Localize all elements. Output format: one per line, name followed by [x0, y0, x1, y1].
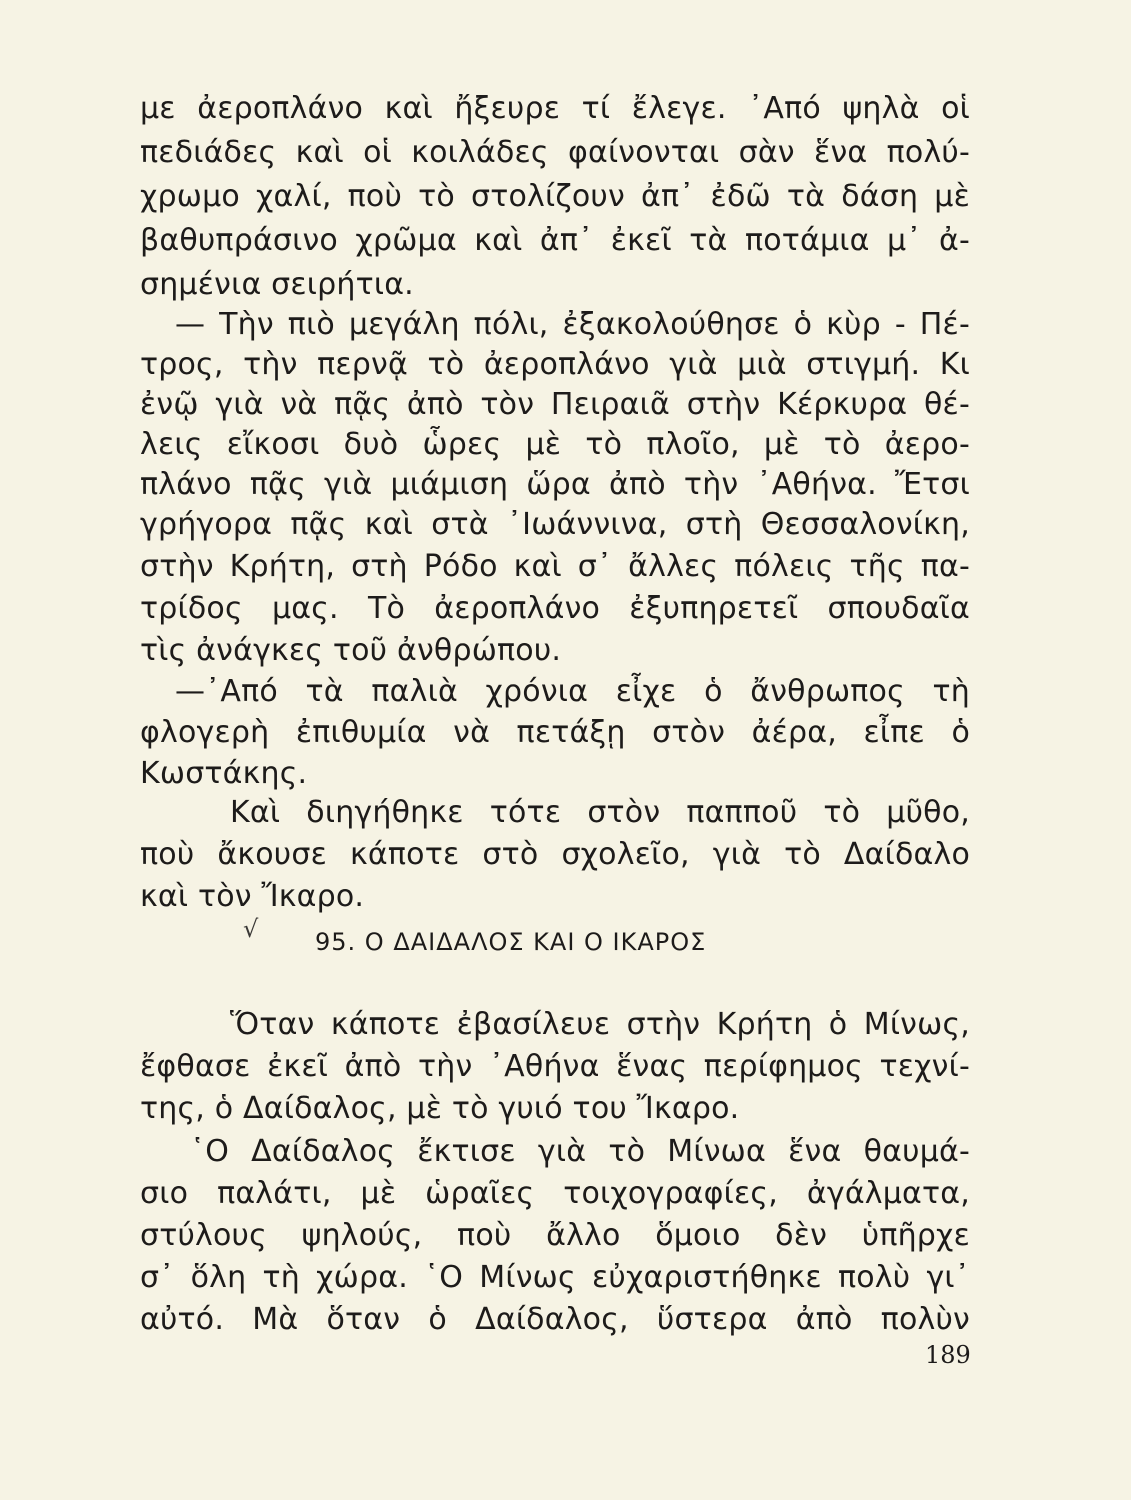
text-line: τρος, τὴν περνᾷ τὸ ἀεροπλάνο γιὰ μιὰ στιγμή. Κι: [140, 347, 970, 382]
text-line: στύλους ψηλούς, ποὺ ἄλλο ὅμοιο δὲν ὑπῆρχε: [140, 1218, 970, 1253]
text-line: Κωστάκης.: [140, 756, 308, 791]
text-line: ἔφθασε ἐκεῖ ἀπὸ τὴν ᾽Αθήνα ἕνας περίφημος τεχνί-: [140, 1049, 970, 1084]
text-line: —᾽Από τὰ παλιὰ χρόνια εἶχε ὁ ἄνθρωπος τὴ: [175, 674, 970, 709]
text-line: πλάνο πᾷς γιὰ μιάμιση ὥρα ἀπὸ τὴν ᾽Αθήνα. Ἔτσι: [140, 467, 970, 502]
text-line: αὐτό. Μὰ ὅταν ὁ Δαίδαλος, ὕστερα ἀπὸ πολὺν: [140, 1302, 970, 1337]
text-line: σ᾽ ὅλη τὴ χώρα. ῾Ο Μίνως εὐχαριστήθηκε πολὺ γι᾽: [140, 1260, 970, 1295]
text-line: χρωμο χαλί, ποὺ τὸ στολίζουν ἀπ᾽ ἐδῶ τὰ δάση μὲ: [140, 179, 970, 214]
text-line: γρήγορα πᾷς καὶ στὰ ᾽Ιωάννινα, στὴ Θεσσαλονίκη,: [140, 507, 970, 542]
text-line: λεις εἴκοσι δυὸ ὧρες μὲ τὸ πλοῖο, μὲ τὸ ἀερο-: [140, 427, 970, 462]
text-line: στὴν Κρήτη, στὴ Ρόδο καὶ σ᾽ ἄλλες πόλεις τῆς πα-: [140, 549, 970, 584]
text-line: ῾Ο Δαίδαλος ἔκτισε γιὰ τὸ Μίνωα ἕνα θαυμά-: [190, 1134, 970, 1169]
page-number: 189: [925, 1341, 971, 1369]
text-line: ἐνῷ γιὰ νὰ πᾷς ἀπὸ τὸν Πειραιᾶ στὴν Κέρκυρα θέ-: [140, 387, 970, 422]
text-line: βαθυπράσινο χρῶμα καὶ ἀπ᾽ ἐκεῖ τὰ ποτάμια μ᾽ ἀ-: [140, 223, 970, 258]
text-line: της, ὁ Δαίδαλος, μὲ τὸ γυιό του Ἴκαρο.: [140, 1091, 740, 1126]
text-line: πεδιάδες καὶ οἱ κοιλάδες φαίνονται σὰν ἕνα πολύ-: [140, 135, 970, 170]
text-line: τρίδος μας. Τὸ ἀεροπλάνο ἐξυπηρετεῖ σπουδαῖα: [140, 591, 970, 626]
text-line: — Τὴν πιὸ μεγάλη πόλι, ἐξακολούθησε ὁ κὺρ - Πέ-: [175, 307, 970, 342]
text-line: τὶς ἀνάγκες τοῦ ἀνθρώπου.: [140, 633, 562, 668]
text-line: σημένια σειρήτια.: [140, 267, 414, 302]
check-mark-annotation: √: [243, 915, 259, 943]
text-line: ποὺ ἄκουσε κάποτε στὸ σχολεῖο, γιὰ τὸ Δαίδαλο: [140, 837, 970, 872]
text-line: Καὶ διηγήθηκε τότε στὸν παπποῦ τὸ μῦθο,: [230, 795, 970, 830]
text-line: φλογερὴ ἐπιθυμία νὰ πετάξῃ στὸν ἀέρα, εἶπε ὁ: [140, 715, 970, 750]
text-line: με ἀεροπλάνο καὶ ἤξευρε τί ἔλεγε. ᾽Από ψηλὰ οἱ: [140, 91, 970, 126]
text-line: σιο παλάτι, μὲ ὡραῖες τοιχογραφίες, ἀγάλματα,: [140, 1176, 970, 1211]
text-line: Ὅταν κάποτε ἐβασίλευε στὴν Κρήτη ὁ Μίνως,: [230, 1007, 970, 1042]
section-heading: 95. Ο ΔΑΙΔΑΛΟΣ ΚΑΙ Ο ΙΚΑΡΟΣ: [315, 928, 707, 956]
text-line: καὶ τὸν Ἴκαρο.: [140, 879, 365, 914]
